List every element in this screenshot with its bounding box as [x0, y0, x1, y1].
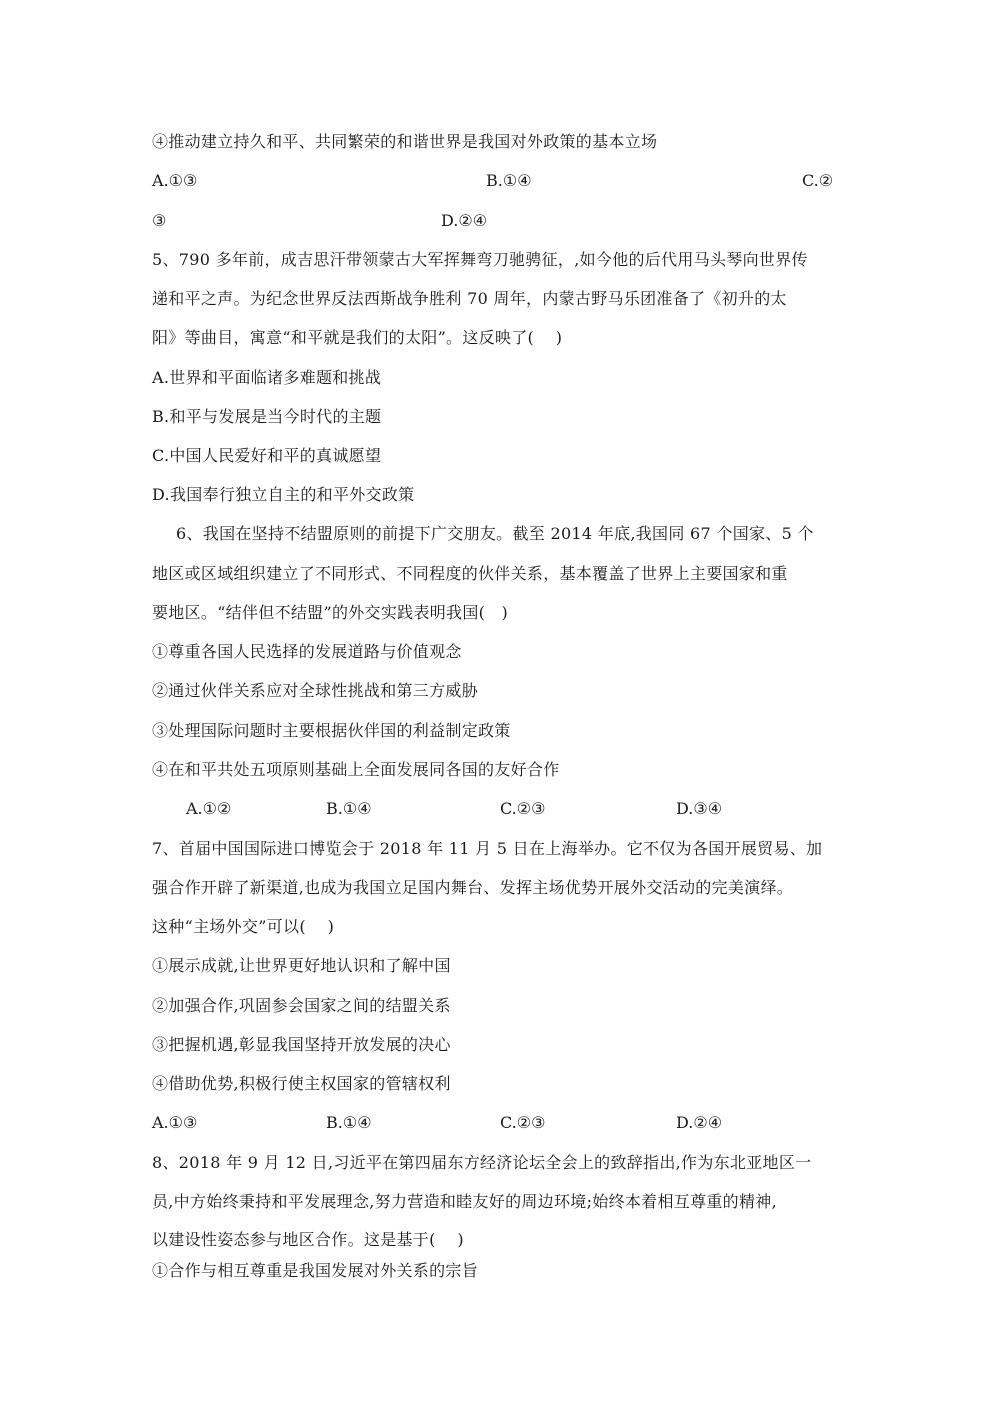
q6-item-3: ③处理国际问题时主要根据伙伴国的利益制定政策 — [152, 721, 511, 740]
q4-option-b: B.①④ — [486, 171, 532, 190]
q8-stem-line-1: 8、2018 年 9 月 12 日,习近平在第四届东方经济论坛全会上的致辞指出,作为东北亚地区一 — [152, 1153, 812, 1172]
q6-item-1: ①尊重各国人民选择的发展道路与价值观念 — [152, 642, 462, 661]
q8-stem-line-3: 以建设性姿态参与地区合作。这是基于( ) — [152, 1230, 464, 1249]
q5-option-c: C.中国人民爱好和平的真诚愿望 — [152, 446, 382, 465]
q5-option-d: D.我国奉行独立自主的和平外交政策 — [152, 485, 415, 504]
q7-item-1: ①展示成就,让世界更好地认识和了解中国 — [152, 956, 451, 975]
q7-stem-line-3: 这种“主场外交”可以( ) — [152, 917, 335, 936]
q4-option-d: D.②④ — [441, 211, 488, 230]
q6-item-2: ②通过伙伴关系应对全球性挑战和第三方威胁 — [152, 681, 479, 700]
q7-option-a: A.①③ — [152, 1113, 198, 1132]
q6-option-d: D.③④ — [676, 799, 723, 818]
q8-item-1: ①合作与相互尊重是我国发展对外关系的宗旨 — [152, 1261, 479, 1280]
q7-item-4: ④借助优势,积极行使主权国家的管辖权利 — [152, 1074, 451, 1093]
q5-stem-line-1: 5、790 多年前，成吉思汗带领蒙古大军挥舞弯刀驰骋征，,如今他的后代用马头琴向世界传 — [152, 250, 808, 269]
q6-stem-line-1: 6、我国在坚持不结盟原则的前提下广交朋友。截至 2014 年底,我国同 67 个国家、5 个 — [176, 524, 814, 543]
q6-stem-line-3: 要地区。“结伴但不结盟”的外交实践表明我国( ) — [152, 603, 509, 622]
q7-item-2: ②加强合作,巩固参会国家之间的结盟关系 — [152, 996, 451, 1015]
q4-item-4: ④推动建立持久和平、共同繁荣的和谐世界是我国对外政策的基本立场 — [152, 132, 658, 151]
q4-option-a: A.①③ — [152, 171, 198, 190]
q7-stem-line-2: 强合作开辟了新渠道,也成为我国立足国内舞台、发挥主场优势开展外交活动的完美演绎。 — [152, 878, 794, 897]
q6-option-a: A.①② — [186, 799, 232, 818]
q6-option-c: C.②③ — [500, 799, 546, 818]
q6-item-4: ④在和平共处五项原则基础上全面发展同各国的友好合作 — [152, 760, 560, 779]
q8-stem-line-2: 员,中方始终秉持和平发展理念,努力营造和睦友好的周边环境;始终本着相互尊重的精神, — [152, 1192, 777, 1211]
q7-stem-line-1: 7、首届中国国际进口博览会于 2018 年 11 月 5 日在上海举办。它不仅为各国开展贸易、加 — [152, 839, 823, 858]
q6-stem-line-2: 地区或区域组织建立了不同形式、不同程度的伙伴关系，基本覆盖了世界上主要国家和重 — [152, 564, 788, 583]
q5-option-b: B.和平与发展是当今时代的主题 — [152, 407, 382, 426]
q5-stem-line-2: 递和平之声。为纪念世界反法西斯战争胜利 70 周年，内蒙古野马乐团准备了《初升的太 — [152, 289, 787, 308]
q7-option-d: D.②④ — [676, 1113, 723, 1132]
q5-option-a: A.世界和平面临诸多难题和挑战 — [152, 368, 382, 387]
q7-option-b: B.①④ — [326, 1113, 372, 1132]
q4-option-c: C.② — [802, 171, 834, 190]
q7-option-c: C.②③ — [500, 1113, 546, 1132]
q7-item-3: ③把握机遇,彰显我国坚持开放发展的决心 — [152, 1035, 451, 1054]
q5-stem-line-3: 阳》等曲目，寓意“和平就是我们的太阳”。这反映了( ) — [152, 328, 563, 347]
q4-option-c-continued: ③ — [152, 211, 167, 230]
q6-option-b: B.①④ — [326, 799, 372, 818]
